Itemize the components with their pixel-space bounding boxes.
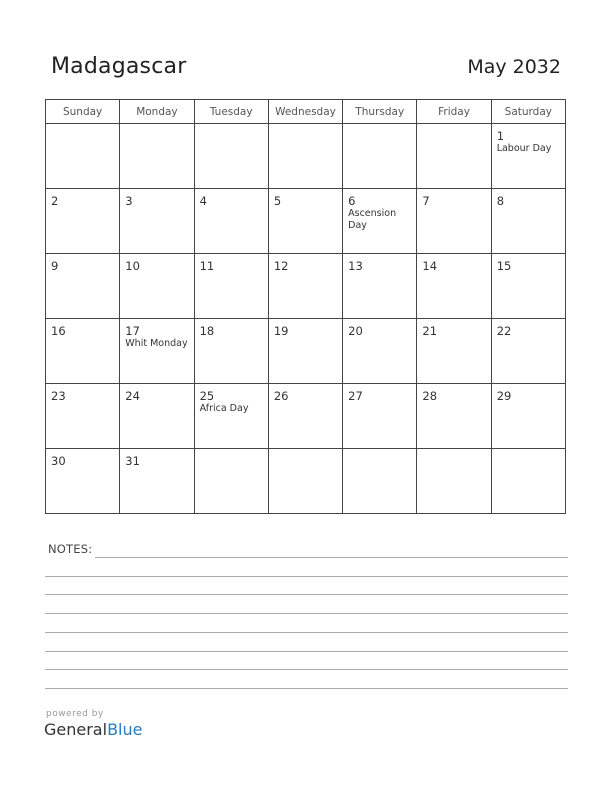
calendar-day-cell[interactable] — [417, 124, 491, 189]
calendar-day-cell[interactable] — [343, 384, 417, 449]
calendar-day-cell[interactable] — [268, 319, 342, 384]
calendar-day-cell[interactable] — [491, 254, 565, 319]
calendar-country-title: Madagascar — [51, 54, 187, 79]
holiday-label: Africa Day — [199, 403, 249, 414]
weekday-header-row — [46, 100, 566, 124]
calendar-day-cell[interactable] — [343, 449, 417, 514]
brand-general-text: General — [44, 720, 108, 739]
notes-line — [45, 669, 568, 670]
day-number: 5 — [273, 194, 282, 208]
footer-branding — [44, 709, 142, 739]
day-number: 4 — [199, 194, 207, 208]
calendar-day-cell[interactable] — [46, 449, 120, 514]
calendar-day-cell[interactable] — [46, 124, 120, 189]
weekday-header: Friday — [417, 100, 491, 124]
calendar-day-cell[interactable] — [268, 189, 342, 254]
day-number: 8 — [496, 194, 505, 208]
calendar-week-row — [46, 384, 566, 449]
calendar-day-cell[interactable] — [194, 449, 268, 514]
day-number: 1 — [496, 129, 505, 143]
day-number: 17 — [125, 324, 140, 338]
day-number: 9 — [51, 259, 59, 273]
notes-line — [45, 576, 568, 577]
day-number: 20 — [348, 324, 363, 338]
day-number: 6 — [348, 194, 356, 208]
calendar-day-cell[interactable] — [194, 319, 268, 384]
calendar-day-cell[interactable] — [194, 254, 268, 319]
day-number: 21 — [422, 324, 438, 338]
day-number: 22 — [496, 324, 512, 338]
notes-line — [45, 594, 568, 595]
day-number: 19 — [273, 324, 289, 338]
brand-blue-text: Blue — [107, 720, 143, 739]
weekday-header: Monday — [120, 100, 194, 124]
calendar-day-cell[interactable] — [46, 319, 120, 384]
calendar-day-cell[interactable] — [120, 384, 194, 449]
calendar-day-cell[interactable] — [46, 254, 120, 319]
calendar-grid — [45, 99, 566, 514]
calendar-day-cell[interactable] — [268, 124, 342, 189]
calendar-day-cell[interactable] — [120, 254, 194, 319]
day-number: 29 — [496, 389, 512, 403]
calendar-day-cell[interactable] — [268, 254, 342, 319]
day-number: 25 — [199, 389, 215, 403]
brand-logo[interactable] — [44, 720, 142, 739]
calendar-day-cell[interactable] — [417, 449, 491, 514]
day-number: 15 — [496, 259, 512, 273]
calendar-day-cell[interactable] — [343, 319, 417, 384]
calendar-day-cell[interactable] — [491, 319, 565, 384]
day-number: 23 — [51, 389, 66, 403]
day-number: 7 — [422, 194, 430, 208]
calendar-day-cell[interactable] — [268, 384, 342, 449]
calendar-day-cell[interactable] — [120, 319, 194, 384]
holiday-label: Whit Monday — [125, 338, 188, 349]
calendar-day-cell[interactable] — [491, 449, 565, 514]
calendar-day-cell[interactable] — [417, 384, 491, 449]
day-number: 18 — [199, 324, 215, 338]
weekday-header: Wednesday — [268, 100, 342, 124]
day-number: 10 — [125, 259, 140, 273]
day-number: 14 — [422, 259, 438, 273]
calendar-day-cell[interactable] — [343, 254, 417, 319]
calendar-day-cell[interactable] — [194, 124, 268, 189]
weekday-header: Saturday — [491, 100, 565, 124]
calendar-week-row — [46, 189, 566, 254]
calendar-day-cell[interactable] — [491, 189, 565, 254]
calendar-week-row — [46, 449, 566, 514]
day-number: 28 — [422, 389, 438, 403]
calendar-day-cell[interactable] — [194, 189, 268, 254]
day-number: 31 — [125, 454, 140, 468]
notes-line — [45, 688, 568, 689]
notes-line — [95, 557, 568, 558]
calendar-day-cell[interactable] — [46, 384, 120, 449]
weekday-header: Sunday — [46, 100, 120, 124]
holiday-label: Ascension Day — [348, 208, 397, 231]
calendar-day-cell[interactable] — [120, 124, 194, 189]
calendar-day-cell[interactable] — [268, 449, 342, 514]
powered-by-text: powered by — [46, 709, 104, 719]
day-number: 16 — [51, 324, 66, 338]
calendar-month-year: May 2032 — [467, 56, 561, 78]
weekday-header: Thursday — [343, 100, 417, 124]
calendar-day-cell[interactable] — [120, 189, 194, 254]
calendar-day-cell[interactable] — [343, 189, 417, 254]
holiday-label: Labour Day — [496, 143, 552, 154]
day-number: 2 — [51, 194, 59, 208]
day-number: 11 — [199, 259, 215, 273]
notes-line — [45, 651, 568, 652]
calendar-week-row — [46, 254, 566, 319]
day-number: 3 — [125, 194, 133, 208]
calendar-day-cell[interactable] — [343, 124, 417, 189]
day-number: 30 — [51, 454, 66, 468]
weekday-header: Tuesday — [194, 100, 268, 124]
calendar-day-cell[interactable] — [46, 189, 120, 254]
calendar-day-cell[interactable] — [491, 384, 565, 449]
notes-line — [45, 632, 568, 633]
notes-label: NOTES: — [48, 542, 93, 556]
day-number: 13 — [348, 259, 363, 273]
day-number: 12 — [273, 259, 289, 273]
calendar-day-cell[interactable] — [417, 189, 491, 254]
day-number: 26 — [273, 389, 289, 403]
notes-line — [45, 613, 568, 614]
calendar-day-cell[interactable] — [417, 319, 491, 384]
day-number: 24 — [125, 389, 140, 403]
calendar-week-row — [46, 319, 566, 384]
calendar-day-cell[interactable] — [417, 254, 491, 319]
calendar-week-row — [46, 124, 566, 189]
day-number: 27 — [348, 389, 363, 403]
calendar-day-cell[interactable] — [120, 449, 194, 514]
calendar-day-cell[interactable] — [491, 124, 565, 189]
calendar-day-cell[interactable] — [194, 384, 268, 449]
